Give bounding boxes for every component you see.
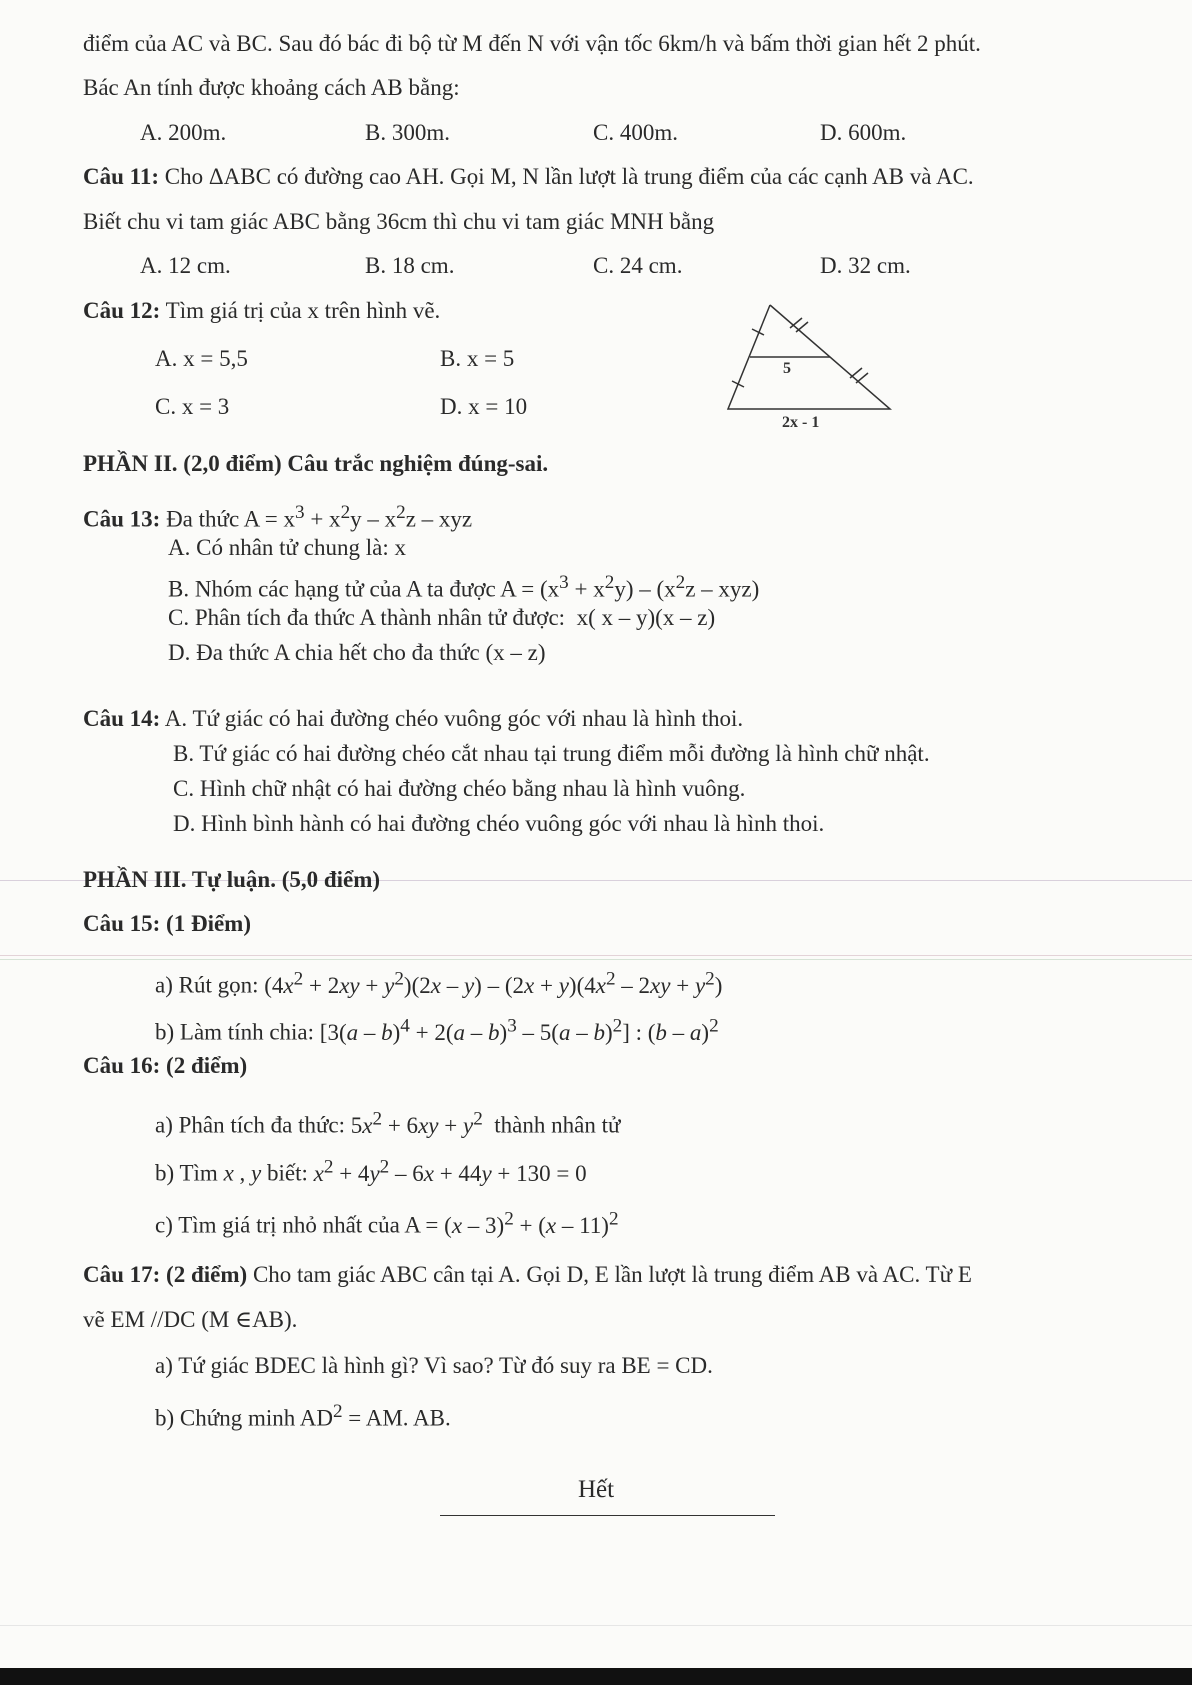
q10-option-d: D. 600m.: [820, 120, 907, 145]
q15-label: Câu 15: (1 Điểm): [83, 911, 251, 936]
q12-option-b: B. x = 5: [440, 346, 515, 371]
q16-a-expr: $5x^2 + 6xy + y^2$: [350, 1108, 483, 1138]
q14-label: Câu 14:: [83, 706, 161, 731]
q11-label: Câu 11:: [83, 164, 160, 189]
q17-part-a: a) Tứ giác BDEC là hình gì? Vì sao? Từ đó suy ra BE = CD.: [155, 1353, 713, 1378]
q17-label: Câu 17: (2 điểm): [83, 1262, 248, 1287]
q13-item-c-line: [168, 604, 715, 632]
part3-heading: PHẦN III. Tự luận. (5,0 điểm): [83, 867, 381, 892]
q15-b-text: b) Làm tính chia:: [155, 1019, 315, 1045]
q17-b-pre: b) Chứng minh AD: [155, 1405, 333, 1431]
q11-option-b: B. 18 cm.: [365, 253, 455, 278]
scan-artifact-line: [0, 959, 1192, 960]
q15-a-expr: $(4x^2 + 2xy + y^2)(2x - y) - (2x + y)(4x^2 - 2xy + y^2)$: [264, 968, 723, 998]
q13-label: Câu 13:: [83, 506, 161, 532]
q16-c-expr: (x – 3)$^2$ + (x – 11)$^2$: [444, 1208, 619, 1238]
q16-b-text: b) Tìm: [155, 1160, 218, 1186]
q13-item-b: B. Nhóm các hạng tử của A ta được A = (x: [168, 576, 560, 602]
q16-c-text: c) Tìm giá trị nhỏ nhất của A =: [155, 1212, 439, 1238]
q12-text: Tìm giá trị của x trên hình vẽ.: [160, 298, 441, 323]
q14-item-c: C. Hình chữ nhật có hai đường chéo bằng nhau là hình vuông.: [173, 776, 746, 801]
q13-item-c-expr: x( x – y)(x – z): [576, 605, 716, 630]
double-tick-mark: [856, 373, 868, 383]
q11-option-d: D. 32 cm.: [820, 253, 911, 278]
q16-part-b: b) Tìm x , y biết: $x^2 + 4y^2 - 6x + 44y + 130 = 0$: [155, 1156, 587, 1186]
part2-heading: PHẦN II. (2,0 điểm) Câu trắc nghiệm đúng-sai.: [83, 451, 549, 476]
triangle-figure: [720, 295, 900, 430]
q13-item-b-line: B. Nhóm các hạng tử của A ta được $A = (x^3 + x^2y) - (x^2z - xyz)$: [168, 572, 760, 602]
figure-mid-label: 5: [783, 360, 791, 377]
q14-line-a: [83, 705, 743, 733]
q13-intro: Đa thức A = x: [160, 506, 295, 532]
q11-line-1: [83, 163, 974, 191]
q16-part-a: [155, 1105, 620, 1140]
q14-item-b: B. Tứ giác có hai đường chéo cắt nhau tại trung điểm mỗi đường là hình chữ nhật.: [173, 741, 930, 766]
q13-intro-line: Câu 13: Đa thức $A = x^3 + x^2y - x^2z$ – xyz: [83, 502, 473, 532]
q15-part-b: [155, 1012, 719, 1047]
q12-option-d: D. x = 10: [440, 394, 528, 419]
q11-option-a: A. 12 cm.: [140, 253, 231, 278]
q16-a-text: a) Phân tích đa thức:: [155, 1112, 346, 1138]
q16-label: Câu 16: (2 điểm): [83, 1053, 248, 1078]
q17-part-b: b) Chứng minh $AD^2$ = AM. AB.: [155, 1401, 451, 1431]
q16-part-c: [155, 1205, 619, 1240]
q10-line-1: điểm của AC và BC. Sau đó bác đi bộ từ M đến N với vận tốc 6km/h và bấm thời gian hết 2 phút.: [83, 31, 981, 56]
q15-part-a: [155, 965, 722, 1000]
scan-bottom-border: [0, 1668, 1192, 1685]
q10-option-a: A. 200m.: [140, 120, 227, 145]
q10-line-2: Bác An tính được khoảng cách AB bằng:: [83, 75, 460, 100]
q12-label: Câu 12:: [83, 298, 161, 323]
q14-item-d: D. Hình bình hành có hai đường chéo vuông góc với nhau là hình thoi.: [173, 811, 825, 836]
q11-option-c: C. 24 cm.: [593, 253, 683, 278]
q12-option-a: A. x = 5,5: [155, 346, 248, 371]
q16-b-mid: biết:: [267, 1160, 308, 1186]
q15-b-expr: [3(a – b)$^4$ + 2(a – b)$^3$ – 5(a – b)$^2$] : (b – a)$^2$: [319, 1015, 719, 1045]
q13-item-c: C. Phân tích đa thức A thành nhân tử được:: [168, 605, 566, 630]
double-tick-mark: [796, 322, 808, 332]
end-rule: [440, 1515, 775, 1516]
figure-base-label: 2x - 1: [782, 414, 820, 430]
q11-line-2: Biết chu vi tam giác ABC bằng 36cm thì chu vi tam giác MNH bằng: [83, 209, 715, 234]
q16-b-expr: $x^2 + 4y^2 - 6x + 44y + 130 = 0$: [313, 1156, 587, 1186]
q10-option-c: C. 400m.: [593, 120, 678, 145]
q13-item-a: A. Có nhân tử chung là: x: [168, 535, 406, 560]
q16-a-tail: thành nhân tử: [494, 1112, 621, 1138]
q11-text-1: Cho ΔABC có đường cao AH. Gọi M, N lần lượt là trung điểm của các cạnh AB và AC.: [159, 164, 974, 189]
q15-a-text: a) Rút gọn:: [155, 972, 259, 998]
q14-item-a: A. Tứ giác có hai đường chéo vuông góc với nhau là hình thoi.: [160, 706, 744, 731]
q10-option-b: B. 300m.: [365, 120, 450, 145]
end-text: Hết: [578, 1476, 615, 1503]
q13-item-d: D. Đa thức A chia hết cho đa thức (x – z): [168, 640, 546, 665]
scan-artifact-line: [0, 1625, 1192, 1626]
q17-line-2: vẽ EM //DC (M ∈AB).: [83, 1307, 298, 1332]
q17-text-1: Cho tam giác ABC cân tại A. Gọi D, E lần lượt là trung điểm AB và AC. Từ E: [247, 1262, 972, 1287]
q12-line: [83, 297, 440, 325]
q12-option-c: C. x = 3: [155, 394, 230, 419]
scan-artifact-line: [0, 955, 1192, 956]
double-tick-mark: [850, 368, 862, 378]
q17-line-1: [83, 1261, 972, 1289]
q17-b-post: = AM. AB.: [342, 1405, 451, 1431]
